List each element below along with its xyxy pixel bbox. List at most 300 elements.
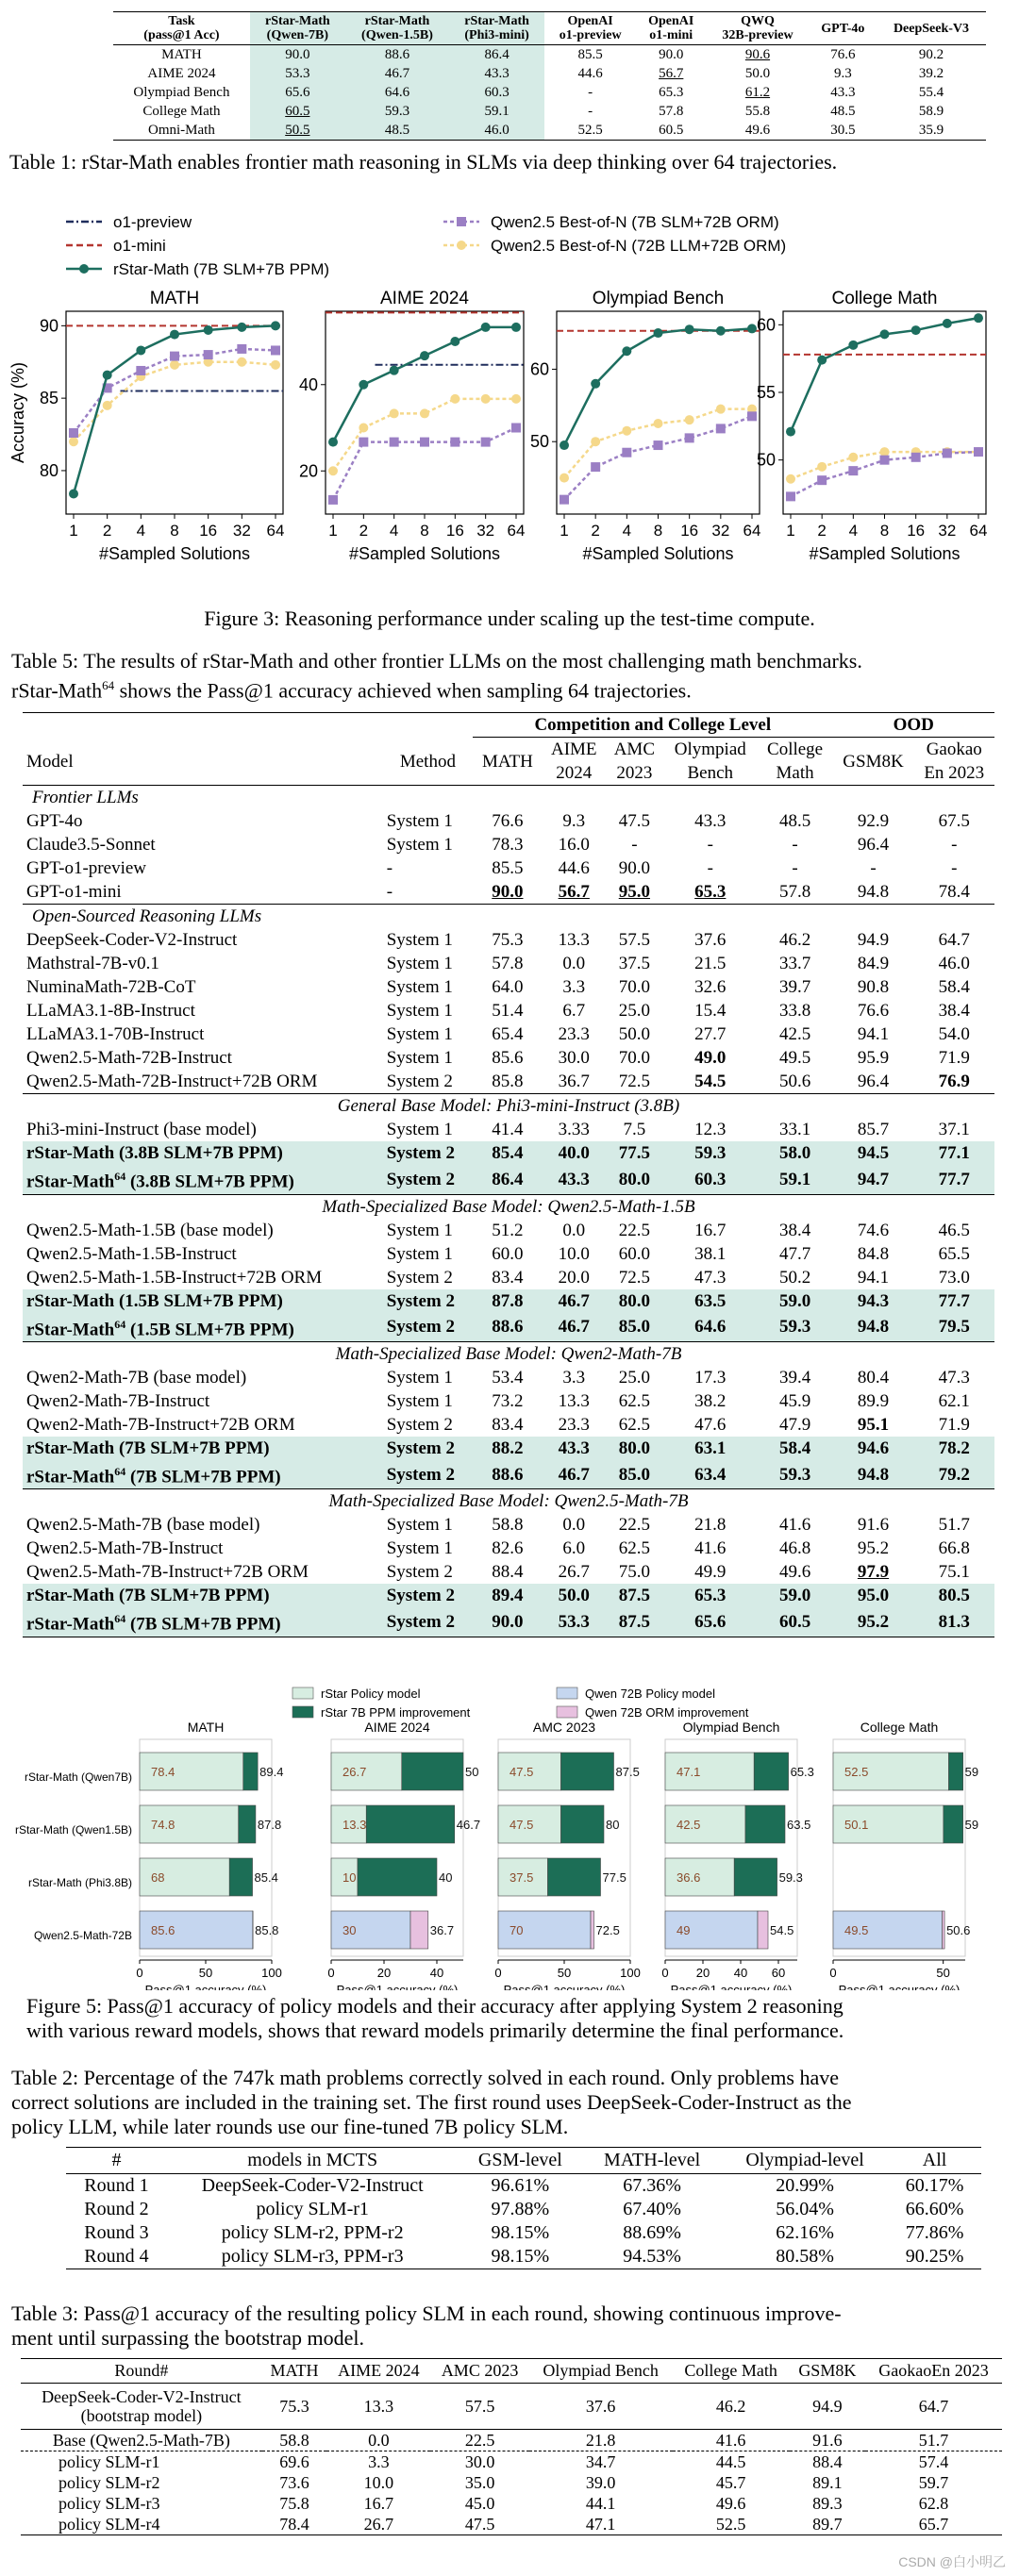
panel-title: AIME 2024 [380, 289, 469, 308]
table5-cell: rStar-Math$^{64}$ (1.5B SLM+7B PPM) [23, 1313, 383, 1342]
series-point [654, 419, 663, 428]
bar-value-label: 74.8 [151, 1818, 175, 1832]
bar-improvement [944, 1805, 963, 1843]
x-tick-label: 2 [591, 522, 600, 540]
table3-header-cell: Round# [114, 2361, 169, 2380]
table5-cell: 94.5 [832, 1141, 913, 1165]
table5-cell: 78.3 [492, 835, 524, 856]
table5-cell: GPT-o1-preview [26, 858, 146, 879]
figure3-panel [299, 289, 525, 563]
table5-cell: System 1 [386, 930, 453, 951]
table3-cell: Base (Qwen2.5-Math-7B) [52, 2431, 230, 2450]
superscript: 64 [114, 1170, 126, 1184]
y-tick-label: 20 [298, 461, 318, 481]
table3-cell: 89.1 [812, 2473, 843, 2492]
table5-cell: 38.1 [694, 1243, 727, 1264]
x-tick-label: 1 [328, 522, 338, 540]
table1-grid [113, 11, 986, 141]
table1-cell: 85.5 [577, 47, 603, 62]
table-row [23, 1584, 994, 1607]
figure3 [0, 203, 1019, 637]
table5-cell: 59.3 [758, 1460, 833, 1489]
table-row [23, 975, 994, 999]
bar-improvement [745, 1805, 785, 1843]
x-tick-label: 32 [711, 522, 730, 540]
x-tick-label: 4 [389, 522, 399, 540]
x-tick-label: 1 [69, 522, 78, 540]
table5-cell: 77.7 [914, 1289, 994, 1313]
bar-improvement [229, 1858, 252, 1896]
table5-cell: 85.4 [473, 1141, 543, 1165]
table5-cell: Mathstral-7B-v0.1 [26, 954, 159, 974]
table5-cell: 46.7 [543, 1289, 606, 1313]
table5-cell: rStar-Math (7B SLM+7B PPM) [23, 1584, 383, 1607]
table5-cell: 22.5 [618, 1515, 650, 1536]
table1-cell: 60.3 [449, 83, 544, 102]
table5-cell: 7.5 [623, 1120, 646, 1140]
table5-cell: 0.0 [562, 954, 586, 974]
table-row [21, 2514, 1002, 2535]
table1-cell: 86.4 [449, 45, 544, 65]
bar-value-label: 50.1 [844, 1818, 869, 1832]
table3-header-cell: Olympiad Bench [543, 2361, 659, 2380]
table5-cell [23, 713, 383, 738]
table5-cell: 77.5 [606, 1141, 663, 1165]
series-point [237, 357, 246, 367]
table1-header-cell: rStar-Math (Qwen-1.5B) [345, 12, 449, 45]
table3-cell: 10.0 [363, 2473, 394, 2492]
table5-cell: 86.4 [473, 1165, 543, 1194]
table3-cell: 58.8 [279, 2431, 309, 2450]
superscript: 64 [114, 1612, 126, 1626]
table3-header-cell: GSM8K [798, 2361, 857, 2380]
table3-cell: 16.7 [363, 2494, 394, 2513]
table-row [21, 2493, 1002, 2514]
table5-cell: 49.9 [694, 1562, 727, 1583]
table3-grid [21, 2358, 1002, 2535]
y-tick-label: 50 [529, 432, 549, 452]
bootstrap-line1: DeepSeek-Coder-V2-Instruct [42, 2387, 242, 2406]
table5-cell: 60.0 [492, 1243, 524, 1264]
bar-total-label: 46.7 [456, 1818, 481, 1832]
table5-cell: 46.7 [543, 1460, 606, 1489]
table5-caption-line2: shows the Pass@1 accuracy achieved when sampling 64 trajectories. [114, 678, 692, 703]
table3-cell: 69.6 [279, 2452, 309, 2471]
table5-cell: 59.1 [758, 1165, 833, 1194]
series-point [69, 490, 78, 499]
table2-header-cell: Olympiad-level [745, 2150, 864, 2170]
table1-cell: 30.5 [830, 123, 856, 138]
x-tick-label: 100 [261, 1966, 282, 1980]
table1-cell: 88.6 [345, 45, 449, 65]
table-row [23, 1289, 994, 1313]
table3-cell: 30.0 [464, 2452, 495, 2471]
bar-improvement [239, 1805, 256, 1843]
table3-cell: 0.0 [368, 2431, 390, 2450]
table5-cell: System 1 [386, 1390, 453, 1411]
table5-cell: 38.4 [778, 1220, 811, 1240]
bar-value-label: 13.3 [342, 1818, 367, 1832]
table5-cell: 94.6 [832, 1437, 913, 1460]
table3-caption-line1: Table 3: Pass@1 accuracy of the resulting policy SLM in each round, showing continuous improve- [11, 2302, 842, 2325]
table3-cell: 65.7 [918, 2515, 949, 2534]
table5-cell: - [792, 858, 798, 879]
table-row [23, 1242, 994, 1266]
x-tick-label: 4 [136, 522, 146, 540]
table-row [23, 952, 994, 975]
table3-cell: policy SLM-r4 [58, 2515, 160, 2534]
series-point [390, 408, 399, 418]
table1-cell: 55.4 [918, 85, 944, 100]
series-point [390, 438, 399, 447]
table5-cell: rStar-Math$^{64}$ (3.8B SLM+7B PPM) [23, 1165, 383, 1194]
series-point [817, 475, 827, 485]
table5-cell: 53.4 [492, 1367, 524, 1388]
table2-header-cell: MATH-level [604, 2150, 701, 2170]
table3-bootstrap-row [21, 2384, 1002, 2430]
table1-cell: Olympiad Bench [133, 85, 230, 100]
series-point [848, 341, 858, 350]
table5-cell: NuminaMath-72B-CoT [26, 977, 196, 998]
table5-section-title: General Base Model: Phi3-mini-Instruct (3.8B) [337, 1096, 680, 1117]
bar-total-label: 77.5 [602, 1870, 626, 1885]
table1-row [113, 102, 986, 121]
legend-swatch [292, 1706, 313, 1718]
table5-cell: 46.8 [778, 1538, 811, 1559]
table5-cell: Qwen2.5-Math-72B-Instruct [26, 1048, 232, 1069]
series-point [848, 453, 858, 462]
table-row [23, 1046, 994, 1070]
table5-caption-line1: Table 5: The results of rStar-Math and other frontier LLMs on the most challenging math benchmarks. [11, 649, 862, 673]
table5-cell: 80.5 [914, 1584, 994, 1607]
table5-cell: 71.9 [938, 1048, 970, 1069]
table5-cell: rStar-Math (7B SLM+7B PPM) [23, 1437, 383, 1460]
bar-improvement [754, 1753, 788, 1790]
table-row [23, 856, 994, 880]
table5-cell: 96.4 [857, 1072, 890, 1092]
series-point [170, 360, 179, 370]
table5-cell: 45.9 [778, 1390, 811, 1411]
table-row [21, 2430, 1002, 2451]
series-point [511, 323, 521, 332]
table2-cell: 80.58% [776, 2246, 834, 2267]
bar-value-label: 49 [677, 1923, 691, 1937]
table5-cell: 21.5 [694, 954, 727, 974]
panel-title: College Math [860, 1720, 939, 1735]
table3-cell: 89.3 [812, 2494, 843, 2513]
series-point [880, 456, 890, 465]
legend-label: rStar-Math (7B SLM+7B PPM) [113, 260, 330, 278]
x-tick-label: 4 [848, 522, 859, 540]
table5-cell: - [707, 858, 713, 879]
table5-cell: 16.7 [694, 1220, 727, 1240]
table5-header-cell: GSM8K [843, 751, 904, 772]
table5-cell: - [792, 835, 798, 856]
x-axis-label: #Sampled Solutions [582, 544, 734, 563]
table5-cell: 63.4 [663, 1460, 758, 1489]
table2-cell: 94.53% [623, 2246, 681, 2267]
table2-header-cell: GSM-level [477, 2150, 562, 2170]
table5-cell: 21.8 [694, 1515, 727, 1536]
table3-cell: 49.6 [715, 2494, 746, 2513]
table5-section-row [23, 1489, 994, 1514]
table2-header-cell: # [111, 2150, 122, 2170]
table5-cell: System 1 [386, 954, 453, 974]
x-tick-label: 8 [879, 522, 890, 540]
table-row [23, 1389, 994, 1413]
table5-cell: rStar-Math$^{64}$ (7B SLM+7B PPM) [23, 1460, 383, 1489]
table5-cell: 75.1 [938, 1562, 970, 1583]
table5-cell: 75.3 [492, 930, 524, 951]
table5 [0, 649, 1019, 1637]
table5-cell: System 2 [383, 1313, 473, 1342]
figure3-panel [757, 289, 987, 563]
x-tick-label: 8 [170, 522, 179, 540]
table5-cell: 57.8 [778, 882, 811, 903]
bar-total-label: 59 [964, 1765, 979, 1779]
bar-total-label: 89.4 [259, 1765, 284, 1779]
bar-improvement [758, 1911, 768, 1949]
table5-cell: 50.6 [778, 1072, 811, 1092]
bar-improvement [561, 1753, 614, 1790]
watermark: CSDN @白小明乙 [898, 2554, 1006, 2569]
table5-cell: 47.5 [618, 811, 650, 832]
table5-cell: 37.1 [938, 1120, 970, 1140]
table5-cell: 15.4 [694, 1001, 727, 1022]
series-point [654, 440, 663, 450]
series-point [654, 328, 663, 338]
bar-total-label: 54.5 [770, 1923, 794, 1937]
series-point [170, 330, 179, 340]
table3-cell: 39.0 [585, 2473, 616, 2492]
legend-qwen7b-marker [457, 217, 466, 226]
table5-cell: 85.6 [492, 1048, 524, 1069]
figure3-chart [0, 203, 1019, 637]
table1-cell: 46.7 [345, 64, 449, 83]
table5-cell: System 2 [383, 1165, 473, 1194]
table5-cell: 49.6 [778, 1562, 811, 1583]
series-point [622, 448, 631, 457]
table2-cell: 90.25% [905, 2246, 964, 2267]
table5-section-title: Math-Specialized Base Model: Qwen2-Math-7B [335, 1343, 682, 1364]
x-tick-label: 64 [969, 522, 988, 540]
x-tick-label: 16 [199, 522, 218, 540]
table3-cell: 45.0 [464, 2494, 495, 2513]
table5-cell [383, 713, 473, 738]
table5-cell: System 2 [383, 1289, 473, 1313]
table5-cell: 82.6 [492, 1538, 524, 1559]
series-point [880, 329, 890, 339]
table5-cell: 85.0 [606, 1460, 663, 1489]
table5-cell: 25.0 [618, 1367, 650, 1388]
table5-cell: 0.0 [562, 1220, 586, 1240]
table3-cell: 44.1 [585, 2494, 616, 2513]
table5-cell: 33.7 [778, 954, 811, 974]
table5-cell: Phi3-mini-Instruct (base model) [26, 1120, 257, 1140]
panel-title: Olympiad Bench [682, 1720, 780, 1735]
x-tick-label: 64 [507, 522, 526, 540]
table5-cell: 47.9 [778, 1414, 811, 1435]
table3-cell: 47.1 [585, 2515, 616, 2534]
table5-cell: 39.7 [778, 977, 811, 998]
table5-cell: - [386, 882, 393, 903]
table1-cell: 90.0 [250, 45, 345, 65]
table5-cell: 10.0 [558, 1243, 590, 1264]
table5-cell: 65.5 [938, 1243, 970, 1264]
table5-cell: 67.5 [938, 811, 970, 832]
table5-cell: Qwen2.5-Math-7B-Instruct+72B ORM [26, 1562, 309, 1583]
table5-cell: 85.5 [492, 858, 524, 879]
table5-cell: 80.0 [606, 1437, 663, 1460]
series-point [271, 360, 280, 370]
table2-header-cell: models in MCTS [247, 2150, 378, 2170]
table5-cell: DeepSeek-Coder-V2-Instruct [26, 930, 238, 951]
table5-cell: - [951, 835, 958, 856]
table5-cell: 63.5 [663, 1289, 758, 1313]
table5-cell: 88.2 [473, 1437, 543, 1460]
table3-header-cell: College Math [684, 2361, 777, 2380]
bar-total-label: 63.5 [787, 1818, 811, 1832]
table5-cell: 39.4 [778, 1367, 811, 1388]
table5-cell: System 2 [386, 1414, 453, 1435]
table5-cell: 88.6 [473, 1460, 543, 1489]
bootstrap-line2: (bootstrap model) [80, 2406, 203, 2425]
table5-cell: 22.5 [618, 1220, 650, 1240]
table5-cell: 88.4 [492, 1562, 524, 1583]
table5-cell: 38.2 [694, 1390, 727, 1411]
table-row [23, 1513, 994, 1537]
series-point [943, 319, 952, 328]
bar-improvement [358, 1858, 437, 1896]
figure5-panel [494, 1720, 640, 1990]
series-point [943, 449, 952, 458]
table1-cell: 64.6 [345, 83, 449, 102]
table3-cell: 75.8 [279, 2494, 309, 2513]
table5-cell: 43.3 [694, 811, 727, 832]
table2-caption-line1: Table 2: Percentage of the 747k math problems correctly solved in each round. Only problems have [11, 2066, 839, 2089]
x-tick-label: 60 [771, 1966, 786, 1980]
table5-cell: System 2 [383, 1141, 473, 1165]
table3-caption [11, 2302, 1019, 2351]
table2-cell: 98.15% [491, 2222, 550, 2243]
table-row [23, 1266, 994, 1289]
table5-cell: 92.9 [857, 811, 890, 832]
table5-section-title: Frontier LLMs [32, 788, 139, 808]
table5-cell: 47.3 [694, 1267, 727, 1288]
x-tick-label: 16 [907, 522, 926, 540]
figure5-row-label: rStar-Math (Qwen1.5B) [14, 1823, 132, 1836]
table5-cell: 70.0 [618, 1048, 650, 1069]
legend-label: rStar 7B PPM improvement [321, 1705, 471, 1720]
x-tick-label: 0 [494, 1966, 502, 1980]
table5-cell: 91.6 [857, 1515, 890, 1536]
bar-improvement [943, 1911, 945, 1949]
table5-cell: 58.4 [758, 1437, 833, 1460]
table3-cell: 21.8 [585, 2431, 616, 2450]
bar-value-label: 36.6 [677, 1870, 701, 1885]
table5-cell: 49.0 [694, 1048, 727, 1069]
figure5-panel [829, 1720, 978, 1990]
x-axis-label: Pass@1 accuracy (%) [336, 1983, 459, 1990]
series-point [685, 433, 694, 442]
table1-cell: 39.2 [918, 66, 944, 81]
table3-cell: 41.6 [715, 2431, 746, 2450]
table3-cell: 46.2 [715, 2396, 746, 2416]
figure3-panel [530, 289, 760, 563]
table-row [23, 1118, 994, 1141]
table5-cell: rStar-Math (1.5B SLM+7B PPM) [23, 1289, 383, 1313]
y-tick-label: 40 [298, 374, 318, 394]
table1-header-cell: OpenAI o1-mini [648, 14, 694, 42]
bar-value-label: 47.1 [677, 1765, 701, 1779]
table1-cell: 52.5 [577, 123, 603, 138]
table3-cell: 52.5 [715, 2515, 746, 2534]
table5-cell: 79.2 [914, 1460, 994, 1489]
table5-cell: rStar-Math (3.8B SLM+7B PPM) [23, 1141, 383, 1165]
bar-value-label: 49.5 [844, 1923, 869, 1937]
series-point [204, 325, 213, 335]
bar-value-label: 26.7 [342, 1765, 367, 1779]
table5-cell: 36.7 [558, 1072, 590, 1092]
table5-cell: 46.7 [543, 1313, 606, 1342]
table3-cell: 57.5 [464, 2396, 495, 2416]
bar-improvement [591, 1911, 594, 1949]
x-tick-label: 0 [829, 1966, 837, 1980]
table3-header-cell: MATH [270, 2361, 319, 2380]
bar-value-label: 30 [342, 1923, 357, 1937]
series-point [481, 394, 491, 404]
table1-cell: 56.7 [659, 66, 684, 81]
table3-header-cell: AMC 2023 [441, 2361, 519, 2380]
x-tick-label: 0 [327, 1966, 335, 1980]
table5-cell: 57.5 [618, 930, 650, 951]
table5-cell: System 2 [383, 1460, 473, 1489]
table1-cell: 65.3 [659, 85, 684, 100]
series-point [622, 426, 631, 436]
legend-label: Qwen 72B Policy model [585, 1687, 716, 1701]
table5-cell: 17.3 [694, 1367, 727, 1388]
table1-header-cell: rStar-Math (Phi3-mini) [449, 12, 544, 45]
table5-cell: 64.6 [663, 1313, 758, 1342]
legend-label: Qwen 72B ORM improvement [585, 1705, 749, 1720]
table5-cell: Qwen2-Math-7B-Instruct+72B ORM [26, 1414, 295, 1435]
table5-cell: 60.3 [663, 1165, 758, 1194]
figure5-row-label: Qwen2.5-Math-72B [33, 1929, 132, 1942]
table2-cell: Round 3 [84, 2222, 149, 2243]
table5-cell: 50.0 [618, 1024, 650, 1045]
figure3-caption: Figure 3: Reasoning performance under scaling up the test-time compute. [204, 607, 815, 630]
table5-cell: 95.0 [618, 882, 650, 903]
x-tick-label: 32 [476, 522, 495, 540]
table2-cell: DeepSeek-Coder-V2-Instruct [201, 2175, 424, 2196]
series-point [103, 371, 112, 380]
table1-cell: 61.2 [744, 85, 771, 100]
table5-cell: 95.0 [832, 1584, 913, 1607]
table1-cell: 44.6 [577, 66, 603, 81]
table5-cell: 64.0 [492, 977, 524, 998]
table1-cell: Omni-Math [148, 123, 215, 138]
table5-cell: 41.6 [694, 1538, 727, 1559]
series-point [511, 394, 521, 404]
table5-cell: 83.4 [492, 1267, 524, 1288]
table2-cell: 66.60% [905, 2199, 964, 2219]
table5-cell: 38.4 [938, 1001, 970, 1022]
bar-improvement [734, 1858, 777, 1896]
x-axis-label: #Sampled Solutions [809, 544, 961, 563]
series-point [716, 326, 726, 336]
table1-cell: 58.9 [918, 104, 944, 119]
table5-cell: 90.0 [473, 1607, 543, 1637]
